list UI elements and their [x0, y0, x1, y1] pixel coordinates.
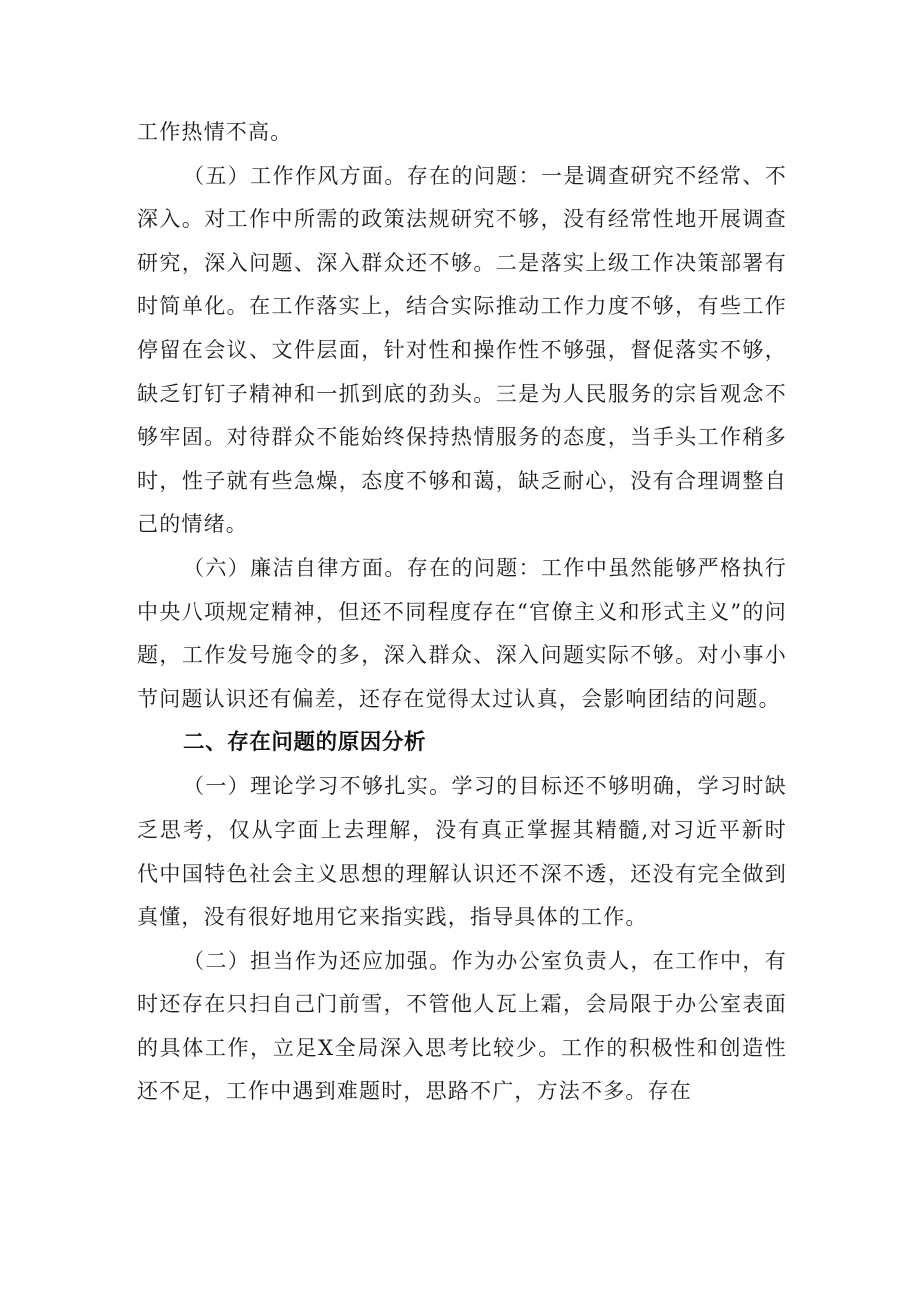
paragraph-continuation: 工作热情不高。: [137, 120, 293, 144]
paragraph-theory-study: （一）理论学习不够扎实。学习的目标还不够明确，学习时缺乏思考，仅从字面上去理解，没有真正掌握其精髓,对习近平新时代中国特色社会主义思想的理解认识还不深不透，还没有完全做到真懂，没有很好地用它来指实践，指导具体的工作。: [137, 774, 787, 930]
paragraph-work-style: （五）工作作风方面。存在的问题：一是调查研究不经常、不深入。对工作中所需的政策法规研究不够，没有经常性地开展调查研究，深入问题、深入群众还不够。二是落实上级工作决策部署有时简单化。在工作落实上，结合实际推动工作力度不够，有些工作停留在会议、文件层面，针对性和操作性不够强，督促落实不够，缺乏钉钉子精神和一抓到底的劲头。三是为人民服务的宗旨观念不够牢固。对待群众不能始终保持热情服务的态度，当手头工作稍多时，性子就有些急燥，态度不够和蔼，缺乏耐心，没有合理调整自己的情绪。: [137, 163, 787, 537]
paragraph-integrity: （六）廉洁自律方面。存在的问题：工作中虽然能够严格执行中央八项规定精神，但还不同程度存在“官僚主义和形式主义”的问题，工作发号施令的多，深入群众、深入问题实际不够。对小事小节问题认识还有偏差，还存在觉得太过认真，会影响团结的问题。: [137, 555, 787, 711]
document-body: [137, 111, 787, 1114]
section-heading-cause-analysis: 二、存在问题的原因分析: [183, 730, 427, 756]
paragraph-responsibility: （二）担当作为还应加强。作为办公室负责人，在工作中，有时还存在只扫自己门前雪，不管他人瓦上霜，会局限于办公室表面的具体工作，立足X全局深入思考比较少。工作的积极性和创造性还不足，工作中遇到难题时，思路不广，方法不多。存在: [137, 948, 787, 1104]
